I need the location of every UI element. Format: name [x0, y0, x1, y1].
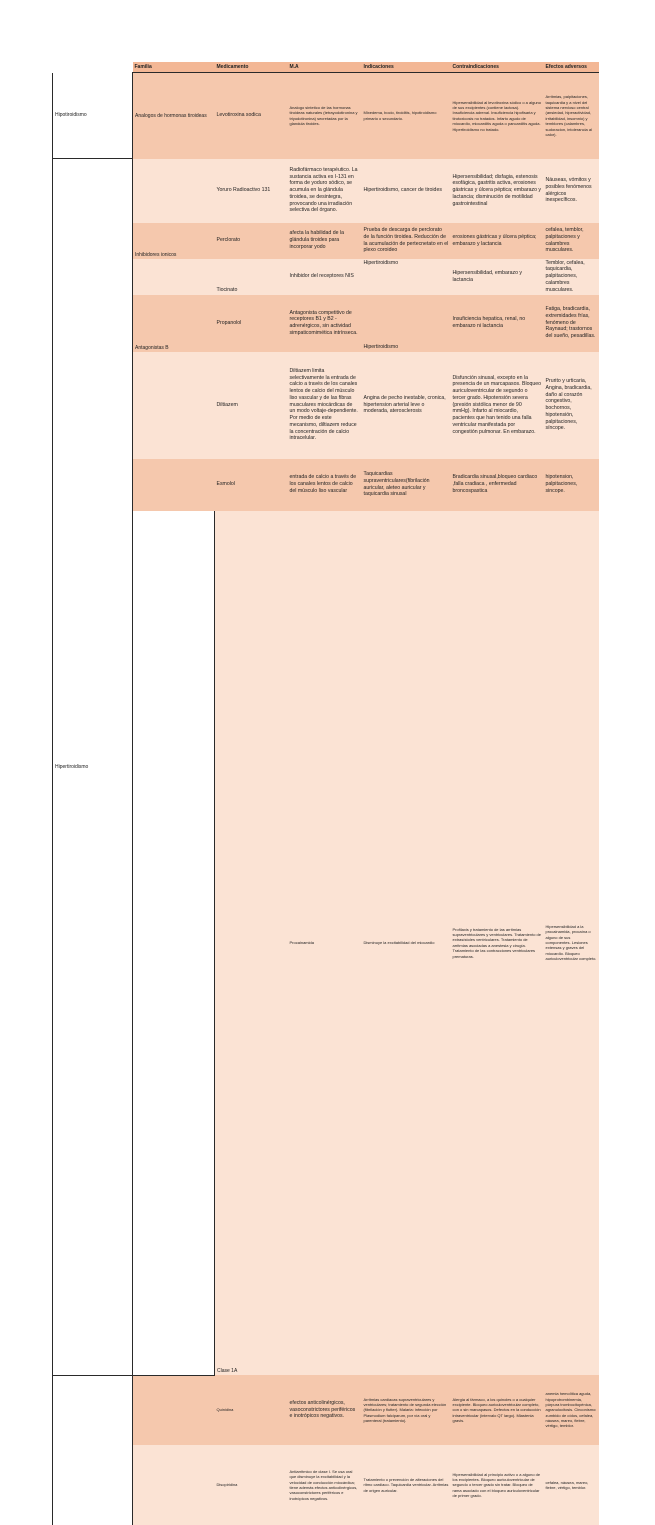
cell-familia: Inhibidores ionicos	[133, 223, 215, 259]
cell-efectos: Prurito y urticaria, Angina, bradicardia, daño al corazón congestivo, bochornos, hipotensión, palpitaciones, síncope.	[544, 352, 599, 459]
group-clase-1a	[53, 1375, 133, 1525]
table-row	[53, 459, 599, 511]
cell-indicaciones: Hipertiroidismo, cancer de tiroides	[362, 159, 451, 223]
cell-indicaciones: Tratamiento o prevención de alteraciones del ritmo cardiaco. Taquicardia ventricular. Arritmias de origen auricular.	[362, 1445, 451, 1525]
header-indicaciones: Indicaciones	[362, 62, 451, 73]
cell-indicaciones: Mixedema, bocio, tiroiditis, hipotiroidismo primario o secundario.	[362, 73, 451, 159]
table-row	[53, 1445, 599, 1525]
group-hipertiroidismo: Hipertiroidismo	[53, 159, 133, 1376]
header-medicamento: Medicamento	[215, 62, 288, 73]
cell-contraindicaciones: Bradicardia sinusal,bloqueo cardiaco ,falla cradiaca , enfermedad broncospastica	[451, 459, 544, 511]
drug-table	[52, 62, 599, 1525]
cell-contraindicaciones: Hipersensibilidad al levotiroxina sódico o a alguno de sus excipientes (contiene lactosa). Insuficiencia adrenal. Insuficiencia hipofisaria y tirotoxicosis no tratados. Infarto agudo de miocardio, miocarditis aguda o pancarditis aguda. Hipertiroidismo no tratado.	[451, 73, 544, 159]
cell-efectos: hipotension, palpitaciones, sincope.	[544, 459, 599, 511]
cell-mla: Disminuye la excitabilidad del miocardio	[362, 511, 451, 1376]
cell-mla: entrada de calcio a través de los canales lentos de calcio del músculo liso vascular	[288, 459, 362, 511]
cell-familia	[133, 459, 215, 511]
cell-efectos: Fatiga, bradicardia, extremidades frías, fenómeno de Raynaud; trastornos del sueño, pesadillas.	[544, 295, 599, 352]
cell-indicaciones: Hipertiroidismo	[362, 259, 451, 295]
table-row	[53, 259, 599, 295]
group-hipotiroidismo: Hipotiroidismo	[53, 73, 133, 159]
cell-mla: afecta la habilidad de la glándula tiroides para incorporar yodo	[288, 223, 362, 259]
cell-contraindicaciones: Hipersensibilidad al principio activo o a alguno de los excipientes. Bloqueo auriculoventricular de segundo o tercer grado sin tratar. Bloqueo de rama asociado con el bloqueo auriculoventricular de primer grado.	[451, 1445, 544, 1525]
cell-indicaciones: Prueba de descarga de perclorato de la función tiroidea. Reducción de la acumulación de pertecnetato en el plexo coroideo	[362, 223, 451, 259]
cell-indicaciones: Hipertiroidismo	[362, 295, 451, 352]
cell-contraindicaciones: Alergia al fármaco, a los quinoles o a cualquier excipiente. Bloqueo auriculoventricular completo, con o sin marcapasos. Defectos en la conducción intraventricular (intervalo QT largo). Miastenia gravis.	[451, 1375, 544, 1445]
cell-contraindicaciones: Disfunción sinusal, excepto en la presencia de un marcapasos. Bloqueo auriculoventricular de segundo o tercer grado. Hipotensión severa (presión sistólica menor de 90 mmHg). Infarto al miocardio, pacientes que han tenido una falla ventricular manifestada por congestión pulmonar. En embarazo.	[451, 352, 544, 459]
cell-efectos: Náuseas, vómitos y posibles fenómenos alérgicos inespecíficos.	[544, 159, 599, 223]
cell-mla: Inhibidor del receptores NIS	[288, 259, 362, 295]
cell-medicamento: Esmolol	[215, 459, 288, 511]
cell-medicamento: Diltiazem	[215, 352, 288, 459]
cell-medicamento: Tiocinato	[215, 259, 288, 295]
cell-familia	[133, 352, 215, 459]
cell-familia	[133, 259, 215, 295]
cell-efectos: anemia hemolítica aguda, hipoprotrombinemia, púrpura trombocitopénica, agranulocitosis. Cinconismo: zumbido de oídos, cefalea, náusea, mareo, fiebre, vértigo, temblor.	[544, 1375, 599, 1445]
cell-familia	[133, 1445, 215, 1525]
header-mla: M.A	[288, 62, 362, 73]
table-row	[53, 223, 599, 259]
cell-familia	[133, 1375, 215, 1445]
table-row	[53, 295, 599, 352]
drug-table-sheet	[52, 62, 598, 1525]
cell-indicaciones: Arritmias cardiacas supraventriculares y ventriculares; tratamiento de segunda elección (fibrilación y flutter). Malaria: infección por Plasmodium falciparum, por vía oral y parenteral (tratamiento).	[362, 1375, 451, 1445]
cell-familia: Analogos de hormonas tiroideas	[133, 73, 215, 159]
header-familia: Familia	[133, 62, 215, 73]
cell-contraindicaciones: Insuficiencia hepatica, renal, no embarazo ni lactancia	[451, 295, 544, 352]
group-clase-1a-label	[133, 511, 215, 1376]
cell-medicamento: Perclorato	[215, 223, 288, 259]
header-efectos: Efectos adversos	[544, 62, 599, 73]
cell-contraindicaciones: Hipersensibilidad a la procainamida, procaína o alguno de sus componentes. Lesiones extensas y graves del miocardio. Bloqueo auriculoventricular completo.	[544, 511, 599, 1376]
cell-medicamento: Yoruro Radioactivo 131	[215, 159, 288, 223]
table-row	[53, 511, 599, 1376]
cell-efectos: Arritmias, palpitaciones, taquicardia y a nivel del sistema nervioso central (ansiedad, hiperactividad, irritabilidad, insomnio) y temblores (calambres, sudoracion, intolerancia al calor).	[544, 73, 599, 159]
cell-contraindicaciones: Hipersensibilidad; disfagia, estenosis esofágica, gastritis activa, erosiones gástricas y úlcera péptica; embarazo y lactancia; disminución de motilidad gastrointestinal	[451, 159, 544, 223]
header-contraindicaciones: Contraindicaciones	[451, 62, 544, 73]
table-row	[53, 73, 599, 159]
cell-medicamento: Propanolol	[215, 295, 288, 352]
header-row	[53, 62, 599, 73]
cell-efectos: cefalea, náusea, mareo, fiebre, vértigo, temblor.	[544, 1445, 599, 1525]
cell-indicaciones: Taquicardias supraventriculares(fibrilación auricular, aleteo auricular y taquicardia sinusal	[362, 459, 451, 511]
cell-medicamento: Quinidina	[215, 1375, 288, 1445]
cell-mla: Antagonista competitivo de receptores B1 y B2 - adrenérgicos, sin actividad simpaticomimética intrínseca.	[288, 295, 362, 352]
cell-mla: Analogo sintetico de las hormonas tiroideas naturales (tetrayodotironina y triyodotironina) secretadas por la glandula tiroides.	[288, 73, 362, 159]
cell-familia: Antagonistas B	[133, 295, 215, 352]
cell-indicaciones: Profilaxis y tratamiento de las arritmias supraventriculares y ventriculares. Tratamiento de extrasístoles ventriculares. Tratamiento de arritmias asociadas a anestesia y cirugía. Tratamiento de las contracciones ventriculares prematuras.	[451, 511, 544, 1376]
cell-familia	[133, 159, 215, 223]
cell-familia-clase-1a: Clase 1A	[215, 511, 288, 1376]
cell-efectos: Temblor, cefalea, taquicardia, palpitaciones, calambres musculares.	[544, 259, 599, 295]
cell-contraindicaciones: erosiones gástricas y úlcera péptica; embarazo y lactancia	[451, 223, 544, 259]
cell-medicamento: Procainamida	[288, 511, 362, 1376]
table-row	[53, 1375, 599, 1445]
header-spacer	[53, 62, 133, 73]
cell-mla: Diltiazem limita selectivamente la entrada de calcio a través de los canales lentos de calcio del músculo liso vascular y de las fibras musculares miocárdicas de un modo voltaje-dependiente. Por medio de este mecanismo, diltiazem reduce la concentración de calcio intracelular.	[288, 352, 362, 459]
cell-mla: efectos anticolinérgicos, vasoconstrictores periféricos e inotrópicos negativos.	[288, 1375, 362, 1445]
cell-medicamento: Disopiridina	[215, 1445, 288, 1525]
table-row	[53, 352, 599, 459]
cell-contraindicaciones: Hipersensibilidad, embarazo y lactancia	[451, 259, 544, 295]
cell-indicaciones: Angina de pecho inestable, cronica, hipertension arterial leve o moderada, aterosclerosis	[362, 352, 451, 459]
cell-efectos: cefalea, temblor, palpitaciones y calambres musculares.	[544, 223, 599, 259]
cell-medicamento: Levotiroxina sodica	[215, 73, 288, 159]
cell-mla: Radiofármaco terapéutico. La sustancia activa es I-131 en forma de yoduro sódico, se acumula en la glándula tiroidea, se desintegra, provocando una irradiación selectiva del órgano.	[288, 159, 362, 223]
cell-mla: Antiarritmico de clase I. Se usa oral que disminuye la excitabilidad y la velocidad de conducción miocárdica; tiene además efectos anticolinérgicos, vasoconstrictores periféricos e inotrópicos negativos.	[288, 1445, 362, 1525]
table-row	[53, 159, 599, 223]
